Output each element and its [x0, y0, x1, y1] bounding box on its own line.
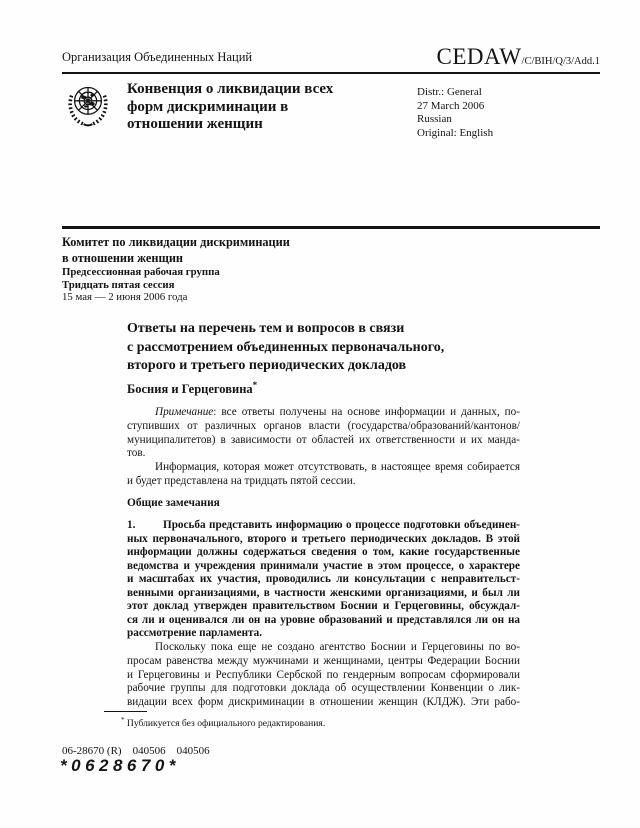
doc-number: 06-28670 (R) 040506 040506: [62, 745, 210, 757]
org-name: Организация Объединенных Наций: [62, 50, 253, 64]
convention-title: Конвенция о ликвидации всех форм дискриминации в отношении женщин: [127, 81, 334, 132]
report-title: Ответы на перечень тем и вопросов в связи с рассмотрением объединенных первоначального, второго и третьего периодических докладов: [127, 321, 445, 373]
country-name: Босния и Герцеговина: [127, 382, 253, 397]
note-first-line-rest: : все ответы получены на основе информации и данных, по-: [213, 406, 520, 418]
footnote: [104, 716, 325, 729]
footnote-marker: *: [121, 716, 125, 724]
barcode-text: *0628670*: [60, 756, 180, 775]
header-rule: [62, 72, 600, 74]
paragraph-2: Поскольку пока еще не создано агентство Боснии и Герцеговины по во- просам равенства между мужчинами и женщинами, центры Федерации Боснии и Герцеговины и Республики Сербской по гендерным вопросам сформировали рабочие группы для подготовки доклада об осуществлении Конвенции о лик- видации всех форм дискриминации в отношении женщин (КЛДЖ). Эти рабо-: [127, 641, 520, 709]
note-lines: ступивших от различных органов власти (государства/образований/кантонов/ муниципалитетов) в зависимости от областей их ответственности и их манда- тов.: [127, 419, 520, 460]
committee-name-line2: в отношении женщин: [62, 251, 183, 265]
session-number: Тридцать пятая сессия: [62, 278, 175, 291]
doc-code: /C/BIH/Q/3/Add.1: [521, 56, 600, 67]
un-emblem-icon: [60, 81, 116, 131]
country-heading: [127, 380, 257, 397]
general-remarks-heading: Общие замечания: [127, 497, 220, 509]
note-paragraph: [127, 406, 520, 461]
committee-name-line1: Комитет по ликвидации дискриминации: [62, 235, 290, 249]
footnote-text: Публикуется без официального редактирования.: [124, 718, 326, 730]
note-first-line: [127, 406, 520, 420]
country-footnote-marker: *: [252, 380, 258, 390]
session-dates: 15 мая — 2 июня 2006 года: [62, 291, 188, 304]
section-rule: [62, 226, 600, 229]
cedaw-wordmark: CEDAW: [436, 44, 522, 69]
committee-block: [62, 234, 290, 304]
presession-working-group: Предсессионная рабочая группа: [62, 266, 220, 278]
footnote-rule: [104, 711, 147, 712]
info-paragraph: Информация, которая может отсутствовать, в настоящее время собирается и будет представлена на тридцать пятой сессии.: [127, 461, 520, 487]
document-symbol: [437, 44, 600, 70]
paragraph-1: 1. Просьба представить информацию о процессе подготовки объединен- ных первоначального, второго и третьего периодических докладов. В этой информации должны содержаться сведения о том, какие государственные ведомства и учреждения принимали участие в этом процессе, о характере и масштабах их участия, проводились ли консультации с неправительст- венными организациями, в частности женскими организациями, и был ли этот доклад утвержден правительством Боснии и Герцеговины, обсуждал- ся ли и оценивался ли он на уровне образований и представлялся ли он на рассмотрение парламента.: [127, 519, 520, 639]
distribution-block: Distr.: General 27 March 2006 Russian Original: English: [417, 86, 494, 139]
note-lead-word: Примечание: [155, 406, 214, 418]
